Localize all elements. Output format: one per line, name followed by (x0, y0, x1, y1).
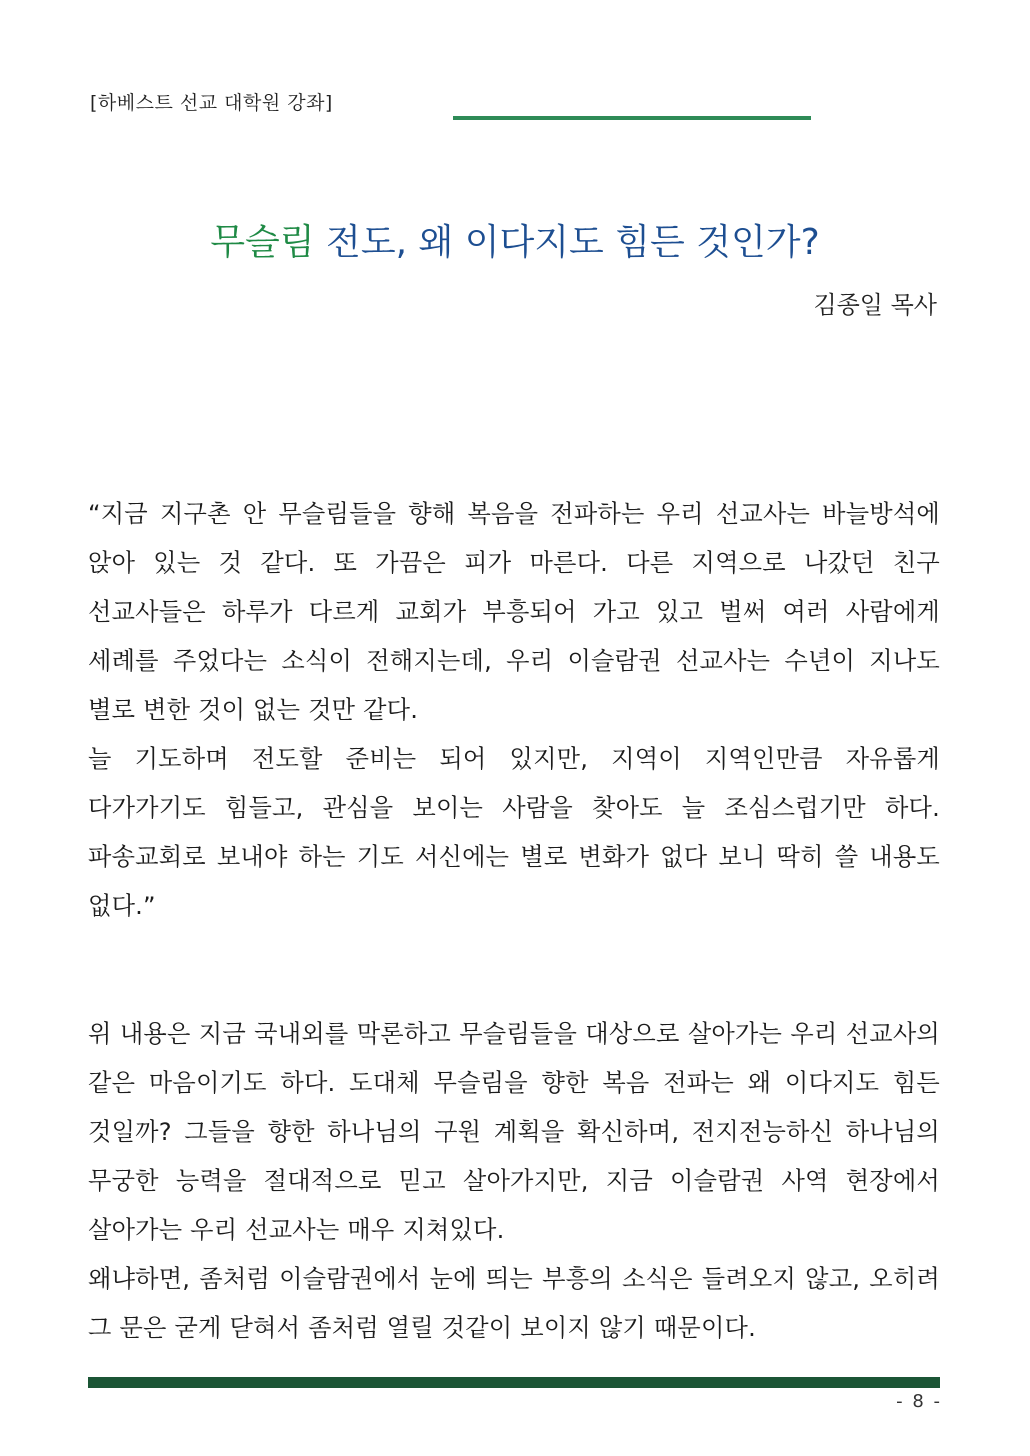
paragraph: “지금 지구촌 안 무슬림들을 향해 복음을 전파하는 우리 선교사는 바늘방석에 앉아 있는 것 같다. 또 가끔은 피가 마른다. 다른 지역으로 나갔던 친구 선교사들은 하루가 다르게 교회가 부흥되어 가고 있고 벌써 여러 사람에게 세례를 주었다는 소식이 전해지는데, 우리 이슬람권 선교사는 수년이 지나도 별로 변한 것이 없는 것만 같다. (88, 500, 940, 724)
page-title (0, 214, 1030, 265)
header-label: [하베스트 선교 대학원 강좌] (90, 92, 333, 114)
author-name: 김종일 목사 (813, 291, 937, 319)
body-block (88, 1010, 940, 1353)
title-highlight: 무슬림 (210, 222, 315, 263)
paragraph: 왜냐하면, 좀처럼 이슬람권에서 눈에 띄는 부흥의 소식은 들려오지 않고, 오히려 그 문은 굳게 닫혀서 좀처럼 열릴 것같이 보이지 않기 때문이다. (88, 1265, 941, 1342)
quote-block (88, 490, 940, 931)
paragraph: 늘 기도하며 전도할 준비는 되어 있지만, 지역이 지역인만큼 자유롭게 다가가기도 힘들고, 관심을 보이는 사람을 찾아도 늘 조심스럽기만 하다. 파송교회로 보내야 하는 기도 서신에는 별로 변화가 없다 보니 딱히 쓸 내용도 없다.” (88, 745, 940, 920)
page-number: - 8 - (896, 1391, 942, 1412)
footer-divider (88, 1377, 940, 1388)
title-main: 전도, 왜 이다지도 힘든 것인가? (314, 222, 820, 263)
header-divider (453, 116, 811, 120)
paragraph: 위 내용은 지금 국내외를 막론하고 무슬림들을 대상으로 살아가는 우리 선교사의 같은 마음이기도 하다. 도대체 무슬림을 향한 복음 전파는 왜 이다지도 힘든 것일까? 그들을 향한 하나님의 구원 계획을 확신하며, 전지전능하신 하나님의 무궁한 능력을 절대적으로 믿고 살아가지만, 지금 이슬람권 사역 현장에서 살아가는 우리 선교사는 매우 지쳐있다. (88, 1020, 940, 1244)
